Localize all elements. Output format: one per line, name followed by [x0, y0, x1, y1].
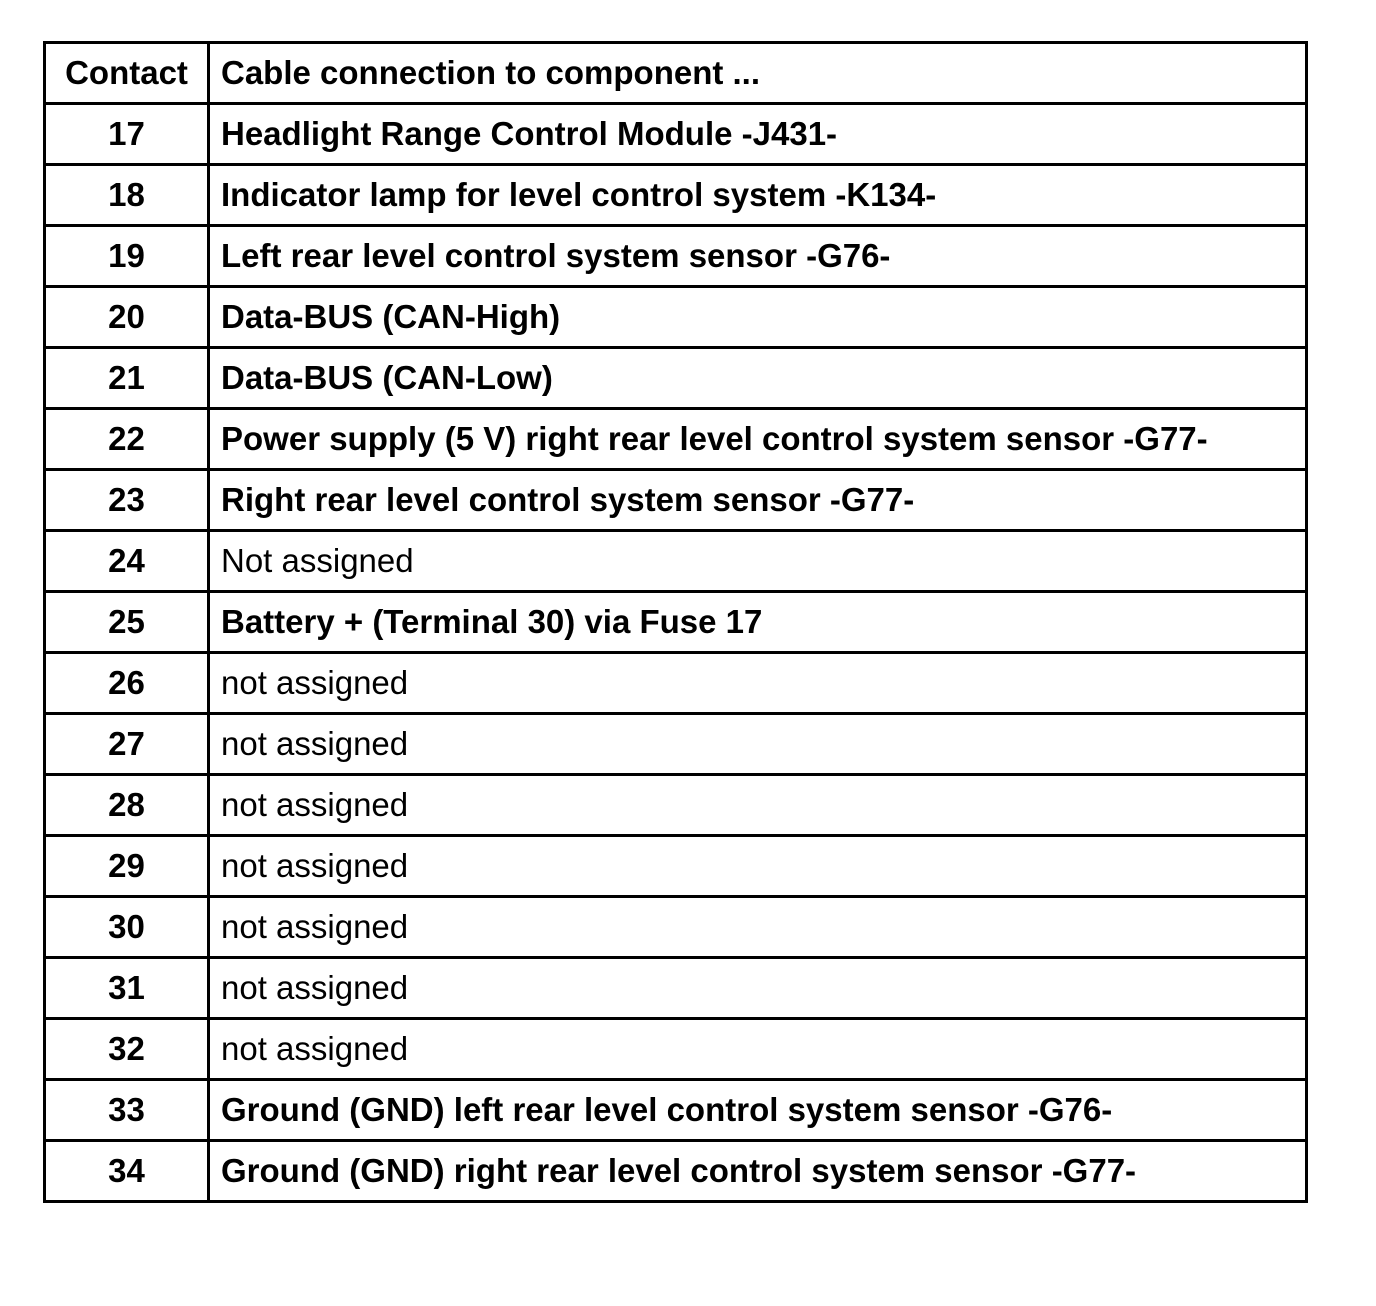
table-row — [45, 287, 1307, 348]
contact-number-cell: 20 — [45, 287, 209, 348]
table-row — [45, 1080, 1307, 1141]
contact-column-header: Contact — [45, 43, 209, 104]
contact-number-cell: 23 — [45, 470, 209, 531]
component-description-cell: Headlight Range Control Module -J431- — [209, 104, 1307, 165]
contact-number-cell: 31 — [45, 958, 209, 1019]
component-description-cell: Left rear level control system sensor -G76- — [209, 226, 1307, 287]
table-row — [45, 1019, 1307, 1080]
contact-number-cell: 29 — [45, 836, 209, 897]
component-description-cell: Ground (GND) left rear level control system sensor -G76- — [209, 1080, 1307, 1141]
table-row — [45, 653, 1307, 714]
component-description-cell: not assigned — [209, 958, 1307, 1019]
table-header-row — [45, 43, 1307, 104]
contact-number-cell: 34 — [45, 1141, 209, 1202]
component-description-cell: Data-BUS (CAN-High) — [209, 287, 1307, 348]
table-row — [45, 531, 1307, 592]
component-description-cell: Indicator lamp for level control system -K134- — [209, 165, 1307, 226]
contact-number-cell: 22 — [45, 409, 209, 470]
component-description-cell: Ground (GND) right rear level control system sensor -G77- — [209, 1141, 1307, 1202]
component-description-cell: Data-BUS (CAN-Low) — [209, 348, 1307, 409]
table-row — [45, 1141, 1307, 1202]
table-row — [45, 104, 1307, 165]
pin-assignment-table — [43, 41, 1308, 1203]
contact-number-cell: 18 — [45, 165, 209, 226]
contact-number-cell: 30 — [45, 897, 209, 958]
table-body — [45, 104, 1307, 1202]
component-description-cell: Right rear level control system sensor -G77- — [209, 470, 1307, 531]
contact-number-cell: 27 — [45, 714, 209, 775]
component-description-cell: not assigned — [209, 1019, 1307, 1080]
description-column-header: Cable connection to component ... — [209, 43, 1307, 104]
table-row — [45, 775, 1307, 836]
component-description-cell: Power supply (5 V) right rear level control system sensor -G77- — [209, 409, 1307, 470]
component-description-cell: not assigned — [209, 714, 1307, 775]
contact-number-cell: 19 — [45, 226, 209, 287]
component-description-cell: not assigned — [209, 897, 1307, 958]
table-row — [45, 409, 1307, 470]
contact-number-cell: 33 — [45, 1080, 209, 1141]
component-description-cell: Battery + (Terminal 30) via Fuse 17 — [209, 592, 1307, 653]
table-row — [45, 836, 1307, 897]
contact-number-cell: 28 — [45, 775, 209, 836]
table-row — [45, 592, 1307, 653]
component-description-cell: not assigned — [209, 836, 1307, 897]
table-row — [45, 226, 1307, 287]
table-row — [45, 897, 1307, 958]
contact-number-cell: 21 — [45, 348, 209, 409]
contact-number-cell: 24 — [45, 531, 209, 592]
table-row — [45, 348, 1307, 409]
component-description-cell: Not assigned — [209, 531, 1307, 592]
table-row — [45, 714, 1307, 775]
table-row — [45, 165, 1307, 226]
component-description-cell: not assigned — [209, 775, 1307, 836]
table-row — [45, 470, 1307, 531]
contact-number-cell: 26 — [45, 653, 209, 714]
component-description-cell: not assigned — [209, 653, 1307, 714]
contact-number-cell: 25 — [45, 592, 209, 653]
contact-number-cell: 32 — [45, 1019, 209, 1080]
table-row — [45, 958, 1307, 1019]
contact-number-cell: 17 — [45, 104, 209, 165]
